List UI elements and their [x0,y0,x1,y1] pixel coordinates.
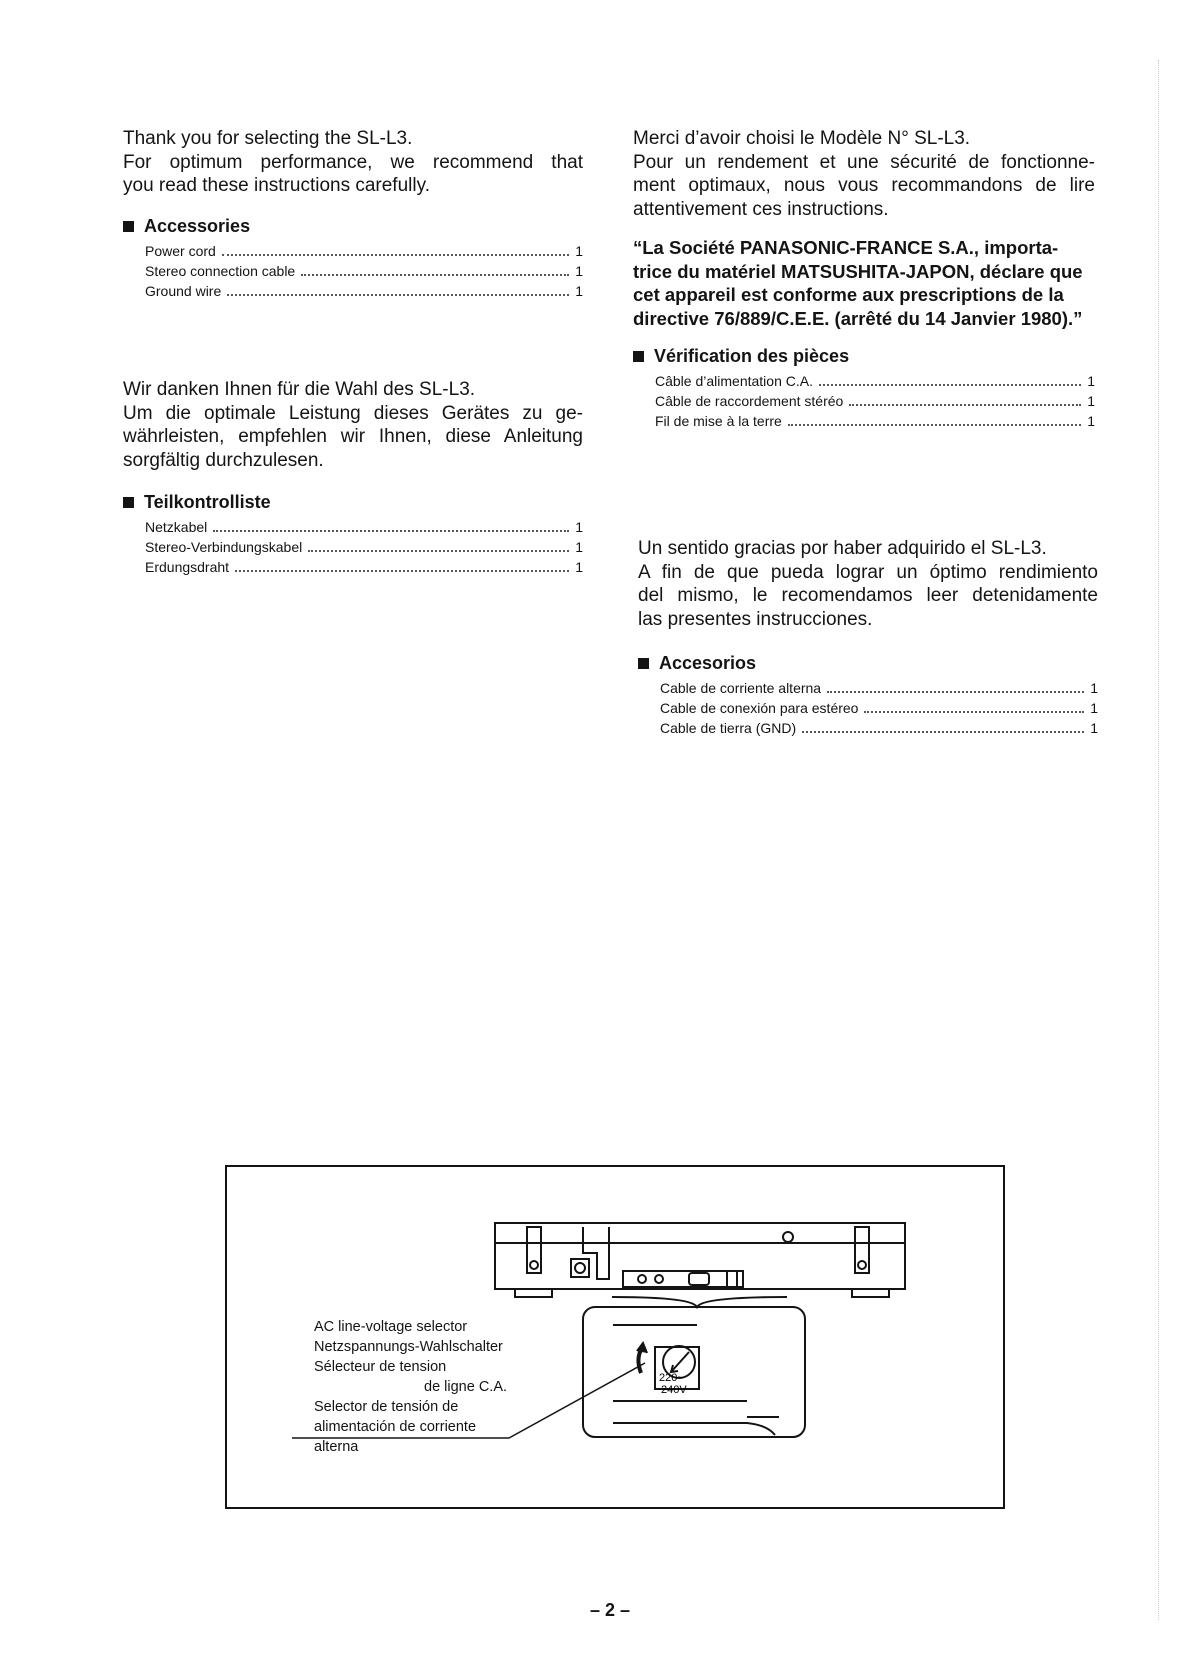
french-section [633,127,1095,431]
ground-terminal [571,1259,589,1277]
caption-line: de ligne C.A. [424,1379,508,1395]
hinge-screw-left [530,1261,538,1269]
item-label: Netzkabel [145,519,208,535]
hinge-screw-right [858,1261,866,1269]
french-intro-line: Merci d’avoir choisi le Modèle N° SL-L3. [633,128,971,149]
item-label: Cable de corriente alterna [660,680,822,696]
list-item [145,517,583,537]
heading-text: Accessories [144,215,251,236]
hinge-right [855,1227,869,1273]
cable-channel [583,1227,609,1279]
german-intro-line: Um die optimale Leistung dieses Gerätes zu ge- [123,402,583,424]
declaration-line: trice du matériel MATSUSHITA-JAPON, déclare [633,260,1045,282]
turntable-lid [495,1223,905,1243]
scan-edge [1158,60,1161,1620]
french-accessories-list [633,371,1095,431]
caption-line: alterna [314,1439,359,1455]
item-label: Erdungsdraht [145,559,230,575]
item-label: Ground wire [145,282,222,299]
item-label: Cable de tierra (GND) [660,720,797,736]
rca-jack-left [638,1275,646,1283]
list-item [145,537,583,557]
french-declaration [633,236,1095,330]
caption-line: AC line-voltage selector [314,1319,468,1335]
list-item [660,718,1098,738]
list-item [660,678,1098,698]
item-qty: 1 [1087,413,1095,429]
ground-terminal-screw [575,1263,585,1273]
list-item [145,261,583,281]
item-label: Stereo connection cable [145,262,296,279]
item-label: Fil de mise à la terre [655,413,782,429]
list-item [145,241,583,261]
english-intro-line: you read these instructions carefully. [123,175,430,196]
figure-caption [314,1317,507,1457]
detail-switch-pointer [671,1352,689,1372]
list-item [660,698,1098,718]
french-accessories-heading [633,346,1095,367]
item-qty: 1 [1087,373,1095,389]
voltage-label-top: 220~ [659,1372,684,1384]
caption-line: Selector de tensión de [314,1399,459,1415]
foot-right [852,1289,889,1297]
item-qty: 1 [575,242,583,259]
foot-left [515,1289,552,1297]
hinge-left [527,1227,541,1273]
spanish-intro-line: Un sentido gracias por haber adquirido el SL-L3. [638,538,1047,559]
voltage-selector-switch [689,1273,709,1285]
heading-text: Vérification des pièces [654,346,850,366]
caption-line: Sélecteur de tension [314,1359,447,1375]
leader-dots [827,690,1084,693]
leader-dots [227,293,569,296]
spanish-intro-line: del mismo, le recomendamos leer detenidamente [638,585,1098,606]
detail-edge-bottom [613,1423,775,1435]
english-intro-line: For optimum performance, we recommend that [123,151,583,173]
voltage-label-bottom: 240V [661,1384,687,1396]
declaration-line: la directive 76/889/C.E.E. (arrêté du 14 Janvier [633,284,1064,329]
item-qty: 1 [575,519,583,535]
spanish-intro-line: las presentes instrucciones. [638,608,873,630]
french-intro [633,127,1095,221]
english-intro-line: Thank you for selecting the SL-L3. [123,128,413,149]
power-cord-clamp [727,1271,737,1287]
leader-dots [819,383,1081,386]
item-label: Cable de conexión para estéreo [660,700,859,716]
german-intro-line: sorgfältig durchzulesen. [123,449,324,471]
spanish-section [638,537,1098,738]
leader-dots [301,273,569,276]
rear-panel [623,1271,743,1287]
leader-dots [788,423,1081,426]
german-intro-line: währleisten, empfehlen wir Ihnen, diese Anleitung [123,426,583,447]
german-section [123,378,583,577]
detail-magnifier [583,1307,805,1437]
leader-dots [213,529,569,532]
figure-voltage-selector [225,1165,1005,1509]
leader-dots [802,730,1084,733]
french-intro-line: Pour un rendement et une sécurité de fonctionne- [633,151,1095,173]
english-accessories-list [123,241,583,301]
item-qty: 1 [1090,680,1098,696]
item-label: Câble d’alimentation C.A. [655,373,813,389]
turntable-body [495,1223,905,1307]
german-intro-line: Wir danken Ihnen für die Wahl des SL-L3. [123,379,476,400]
german-intro [123,378,583,472]
spanish-intro-line: A fin de que pueda lograr un óptimo rendimiento [638,561,1098,583]
list-item [655,411,1095,431]
bullet-square-icon [638,658,649,669]
declaration-line: que cet appareil est conforme aux prescriptions de [633,260,1083,305]
french-intro-line: attentivement ces instructions. [633,198,889,220]
german-accessories-heading [123,492,583,513]
bullet-square-icon [123,221,134,232]
item-qty: 1 [1090,720,1098,736]
detail-bracket [612,1297,787,1307]
spanish-intro [638,537,1098,631]
item-qty: 1 [1090,700,1098,716]
item-qty: 1 [575,262,583,279]
heading-text: Teilkontrolliste [144,492,271,512]
list-item [655,391,1095,411]
bullet-square-icon [123,497,134,508]
item-label: Câble de raccordement stéréo [655,393,844,409]
leader-dots [849,403,1081,406]
lid-screw [783,1232,793,1242]
item-qty: 1 [1087,393,1095,409]
item-qty: 1 [575,282,583,299]
spanish-accessories-heading [638,653,1098,674]
caption-line: Netzspannungs-Wahlschalter [314,1339,503,1355]
item-label: Power cord [145,242,216,259]
list-item [145,557,583,577]
list-item [145,281,583,301]
item-qty: 1 [575,539,583,555]
german-accessories-list [123,517,583,577]
list-item [655,371,1095,391]
bullet-square-icon [633,351,644,362]
english-accessories-heading [123,216,583,237]
item-label: Stereo-Verbindungskabel [145,539,303,555]
english-section [123,127,583,301]
declaration-line: 1980).” [1020,307,1083,329]
french-intro-line: ment optimaux, nous vous recommandons de lire [633,175,1095,196]
page-number: – 2 – [590,1600,631,1620]
declaration-line: “La Société PANASONIC-FRANCE S.A., importa- [633,237,1059,258]
leader-dots [222,253,569,256]
leader-dots [864,710,1084,713]
caption-line: alimentación de corriente [314,1419,477,1435]
leader-dots [235,569,569,572]
heading-text: Accesorios [659,653,757,673]
item-qty: 1 [575,559,583,575]
rca-jack-right [655,1275,663,1283]
leader-dots [308,549,569,552]
turntable-base [495,1243,905,1289]
spanish-accessories-list [638,678,1098,738]
english-intro [123,127,583,198]
